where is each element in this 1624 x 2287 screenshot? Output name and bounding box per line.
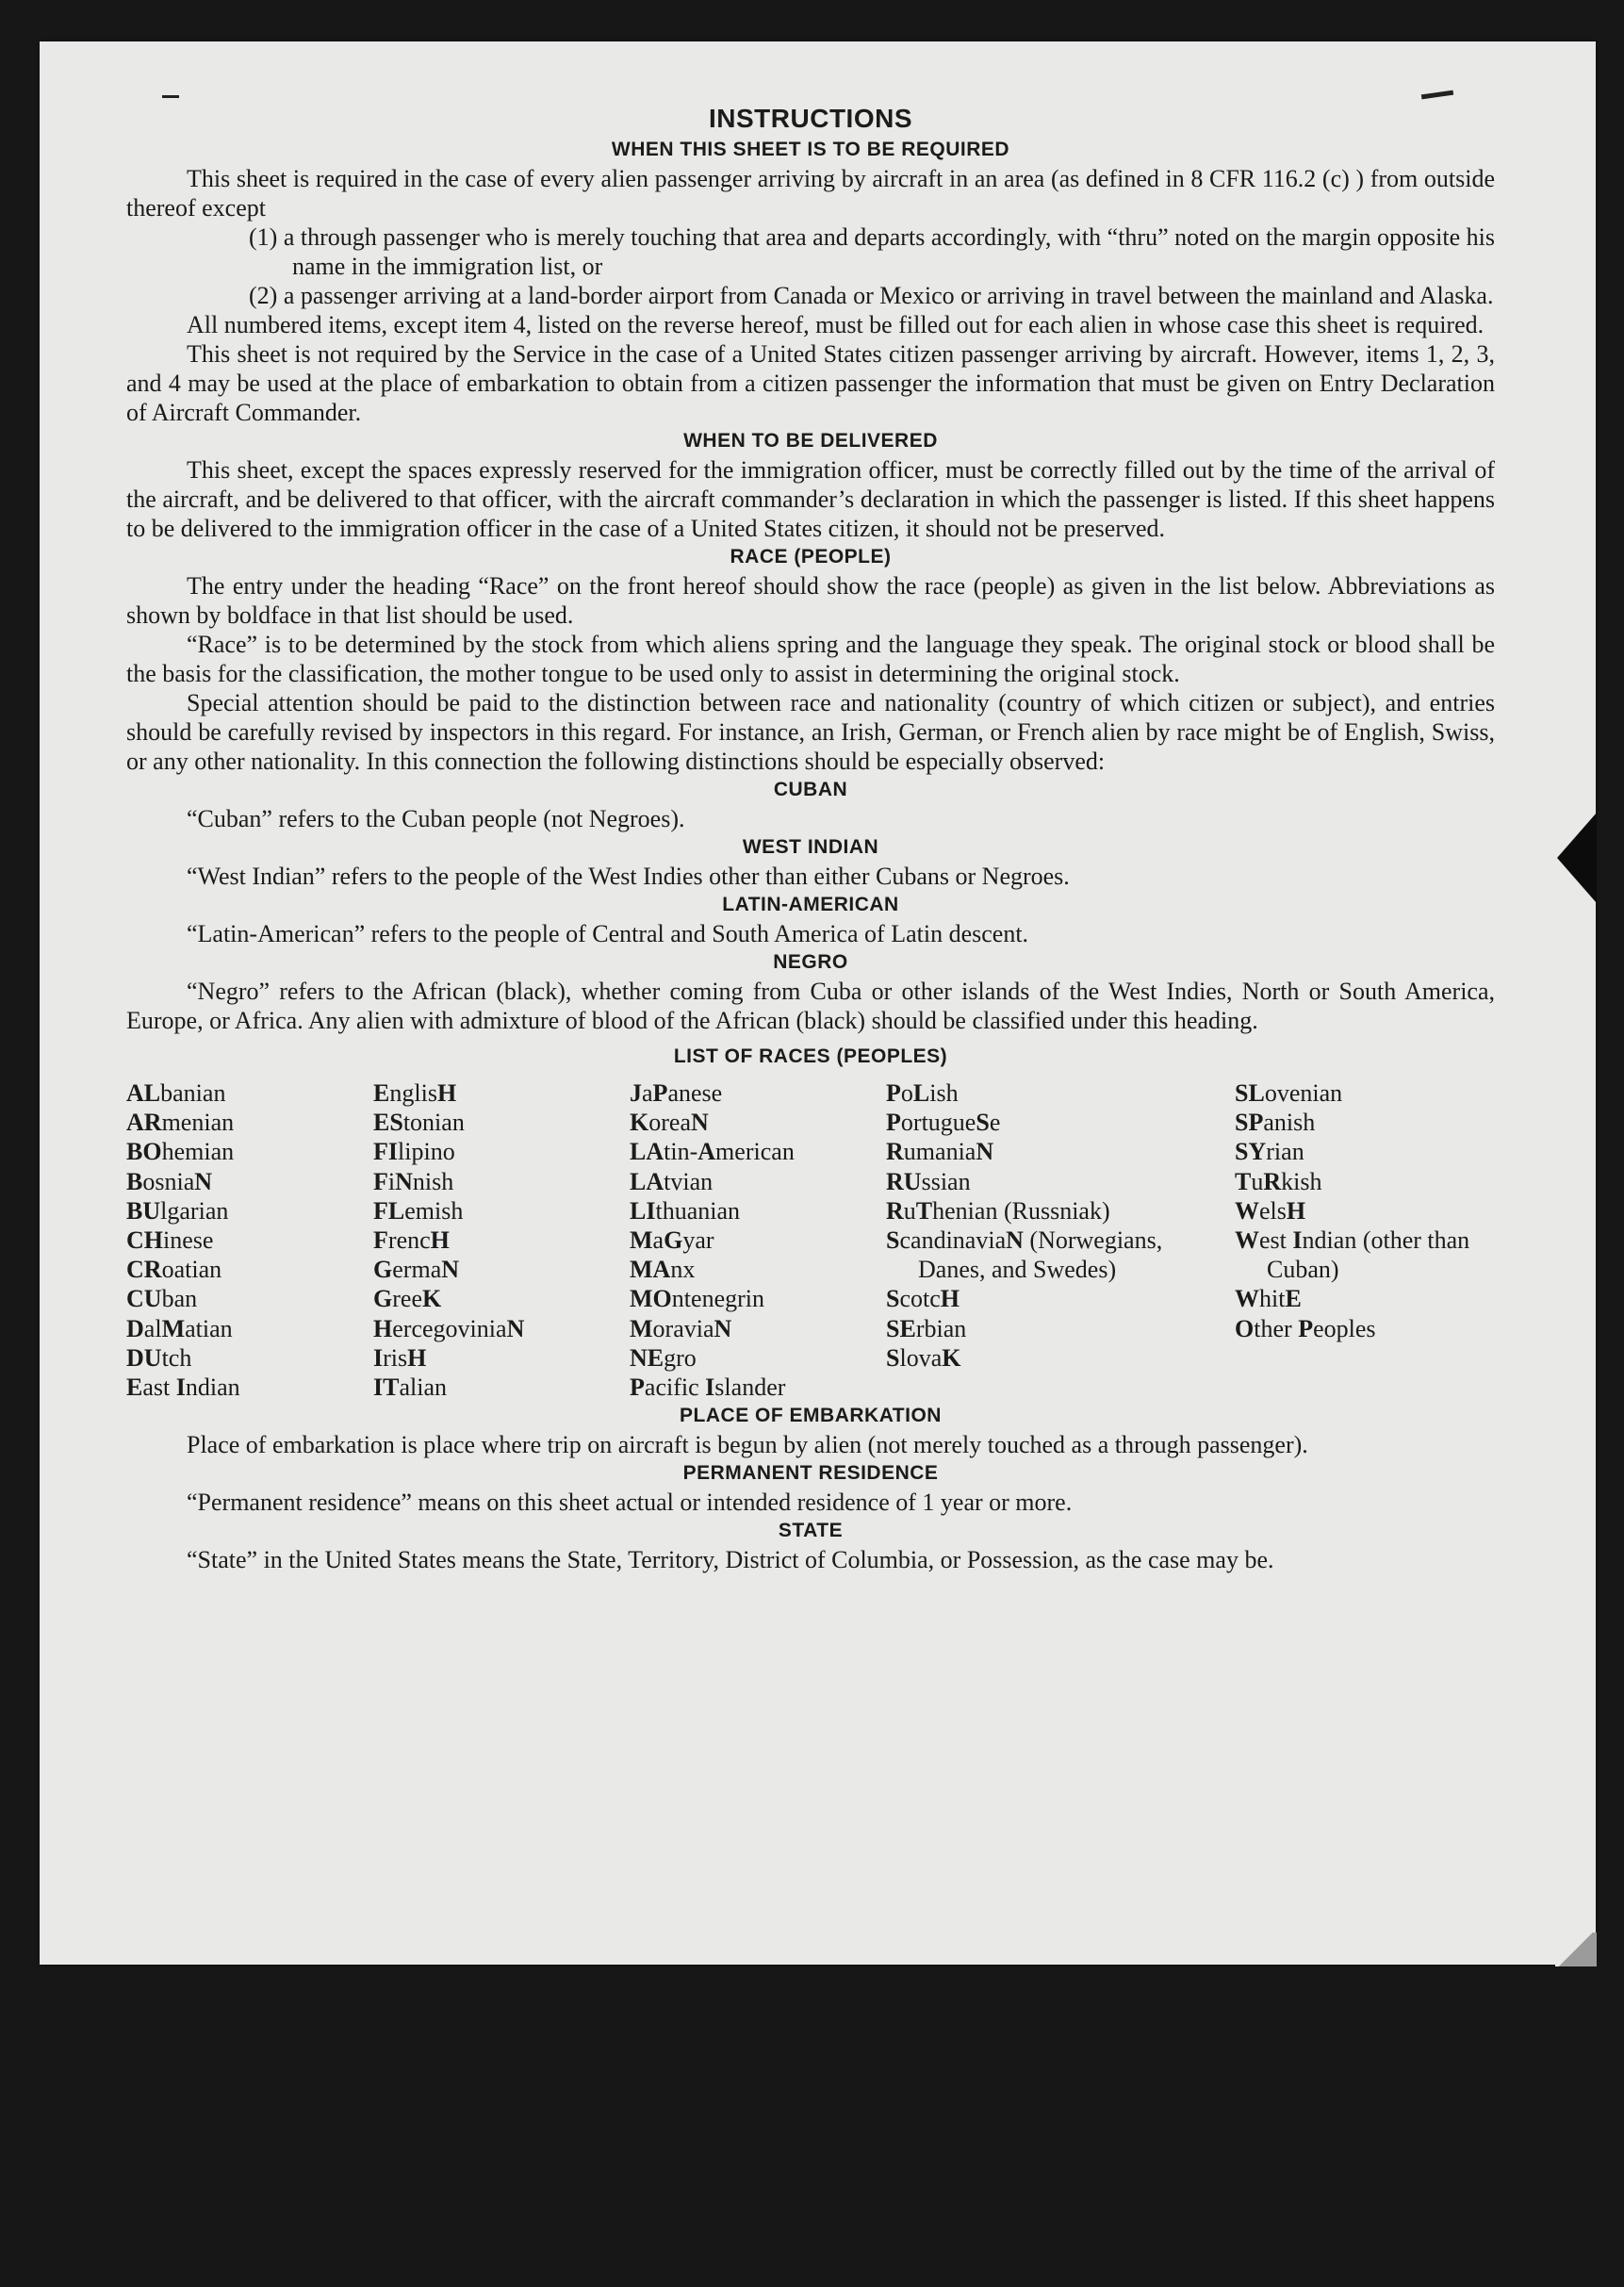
race-entry: ITalian — [373, 1374, 448, 1402]
race-entry: SLovenian — [1235, 1079, 1343, 1107]
race-entry: WhitE — [1235, 1285, 1302, 1313]
race-entry: SPanish — [1235, 1109, 1316, 1137]
exception-item-2: (2) a passenger arriving at a land-border airport from Canada or Mexico or arriving in travel between the mainland and Alaska. — [249, 282, 1494, 309]
race-entry: MoraviaN — [630, 1314, 732, 1342]
section-heading-negro: NEGRO — [773, 951, 848, 973]
race-entry: NEgro — [630, 1343, 697, 1372]
race-entry: EnglisH — [373, 1079, 457, 1107]
race-entry: JaPanese — [630, 1079, 723, 1107]
race-entry: LAtvian — [630, 1167, 714, 1195]
race-entry: TuRkish — [1235, 1167, 1322, 1195]
section-heading-cuban: CUBAN — [773, 779, 848, 800]
section-heading-latin-american: LATIN-AMERICAN — [722, 894, 899, 915]
section-heading-embarkation: PLACE OF EMBARKATION — [680, 1405, 942, 1427]
race-entry: DUtch — [126, 1343, 192, 1372]
race-column — [886, 1078, 1235, 1402]
race-entry: SErbian — [886, 1314, 967, 1342]
race-entry: FiNnish — [373, 1167, 454, 1195]
section-heading-required: WHEN THIS SHEET IS TO BE REQUIRED — [611, 139, 1010, 160]
page-edge-tab — [1557, 813, 1597, 903]
race-entry: MAnx — [630, 1256, 696, 1284]
race-entry: EStonian — [373, 1109, 465, 1137]
race-entry: GreeK — [373, 1285, 442, 1313]
race-entry: BosniaN — [126, 1167, 213, 1195]
race-entry: BUlgarian — [126, 1196, 229, 1225]
definition-west-indian: “West Indian” refers to the people of the West Indies other than either Cubans or Negroes. — [187, 863, 1070, 890]
section-heading-race: RACE (PEOPLE) — [730, 546, 892, 568]
folded-corner — [1555, 1933, 1597, 1966]
section-heading-state: STATE — [778, 1520, 844, 1542]
definition-permanent-residence: “Permanent residence” means on this sheet actual or intended residence of 1 year or more. — [187, 1489, 1073, 1517]
race-column — [630, 1078, 886, 1402]
race-column — [126, 1078, 373, 1402]
race-entry: KoreaN — [630, 1109, 709, 1137]
race-entry: Other Peoples — [1235, 1314, 1376, 1342]
paragraph-race-entry: The entry under the heading “Race” on the front hereof should show the race (people) as given in the list below. Abbreviations as shown by boldface in that list should be used. — [126, 572, 1495, 629]
paragraph-race-nationality: Special attention should be paid to the distinction between race and nationality (country of which citizen or subject), and entries should be carefully revised by inspectors in this regard. For instance, an Irish, German, or French alien by race might be of English, Swiss, or any other nationality. In this connection the following distinctions should be especially observed: — [126, 689, 1495, 775]
race-entry: IrisH — [373, 1343, 427, 1372]
section-heading-permanent-residence: PERMANENT RESIDENCE — [682, 1462, 939, 1485]
definition-cuban: “Cuban” refers to the Cuban people (not Negroes). — [187, 805, 685, 832]
race-entry: ARmenian — [126, 1109, 235, 1137]
section-heading-list-of-races: LIST OF RACES (PEOPLES) — [673, 1045, 948, 1067]
section-heading-delivered: WHEN TO BE DELIVERED — [683, 430, 938, 452]
race-entry: FrencH — [373, 1226, 450, 1255]
race-entry: East Indian — [126, 1374, 240, 1402]
race-entry: LAtin-American — [630, 1138, 795, 1166]
race-entry: West Indian (other than Cuban) — [1235, 1226, 1470, 1284]
definition-negro: “Negro” refers to the African (black), whether coming from Cuba or other islands of the West Indies, North or South America, Europe, or Africa. Any alien with admixture of blood of the African (black) should be classified under this heading. — [126, 978, 1495, 1034]
race-entry: RUssian — [886, 1167, 971, 1195]
race-entry: LIthuanian — [630, 1196, 741, 1225]
page-title: INSTRUCTIONS — [709, 104, 912, 133]
race-entry: PoLish — [886, 1079, 959, 1107]
race-entry: FIlipino — [373, 1138, 455, 1166]
race-column — [1235, 1078, 1495, 1402]
race-entry: MOntenegrin — [630, 1285, 765, 1313]
race-entry: RumaniaN — [886, 1138, 994, 1166]
paragraph-numbered-items: All numbered items, except item 4, listed on the reverse hereof, must be filled out for each alien in whose case this sheet is required. — [187, 311, 1485, 338]
race-list — [126, 1078, 1495, 1402]
definition-embarkation: Place of embarkation is place where trip on aircraft is begun by alien (not merely touched as a through passenger). — [187, 1431, 1308, 1459]
race-entry: SYrian — [1235, 1138, 1304, 1166]
race-entry: ScotcH — [886, 1285, 960, 1313]
race-entry: DalMatian — [126, 1314, 233, 1342]
race-entry: WelsH — [1235, 1196, 1306, 1225]
paragraph-race-determination: “Race” is to be determined by the stock from which aliens spring and the language they speak. The original stock or blood shall be the basis for the classification, the mother tongue to be used only to assist in determining the original stock. — [126, 631, 1495, 687]
race-entry: ALbanian — [126, 1079, 226, 1107]
definition-state: “State” in the United States means the State, Territory, District of Columbia, or Possession, as the case may be. — [187, 1546, 1274, 1574]
instructions-content — [126, 102, 1495, 1574]
paragraph-citizen: This sheet is not required by the Service in the case of a United States citizen passenger arriving by aircraft. However, items 1, 2, 3, and 4 may be used at the place of embarkation to obtain from a citizen passenger the information that must be given on Entry Declaration of Aircraft Commander. — [126, 340, 1495, 426]
paragraph-required-intro: This sheet is required in the case of every alien passenger arriving by aircraft in an area (as defined in 8 CFR 116.2 (c) ) from outside thereof except — [126, 165, 1495, 222]
race-entry: Pacific Islander — [630, 1374, 786, 1402]
definition-latin-american: “Latin-American” refers to the people of Central and South America of Latin descent. — [187, 920, 1029, 947]
race-entry: HercegoviniaN — [373, 1314, 525, 1342]
scan-mark — [162, 95, 179, 98]
paragraph-delivery: This sheet, except the spaces expressly reserved for the immigration officer, must be correctly filled out by the time of the arrival of the aircraft, and be delivered to that officer, with the aircraft commander’s declaration in which the passenger is listed. If this sheet happens to be delivered to the immigration officer in the case of a United States citizen, it should not be preserved. — [126, 456, 1495, 542]
race-entry: CHinese — [126, 1226, 214, 1255]
race-entry: GermaN — [373, 1256, 460, 1284]
race-entry: BOhemian — [126, 1138, 235, 1166]
section-heading-west-indian: WEST INDIAN — [742, 836, 879, 858]
race-entry: ScandinaviaN (Norwegians, Danes, and Swedes) — [886, 1226, 1163, 1284]
race-entry: PortugueSe — [886, 1109, 1001, 1137]
race-entry: FLemish — [373, 1196, 464, 1225]
race-entry: CUban — [126, 1285, 198, 1313]
race-entry: SlovaK — [886, 1343, 961, 1372]
race-entry: RuThenian (Russniak) — [886, 1196, 1110, 1225]
race-column — [373, 1078, 630, 1402]
race-entry: CRoatian — [126, 1256, 222, 1284]
exception-item-1: (1) a through passenger who is merely touching that area and departs accordingly, with “thru” noted on the margin opposite his name in the immigration list, or — [249, 223, 1495, 280]
race-entry: MaGyar — [630, 1226, 714, 1255]
